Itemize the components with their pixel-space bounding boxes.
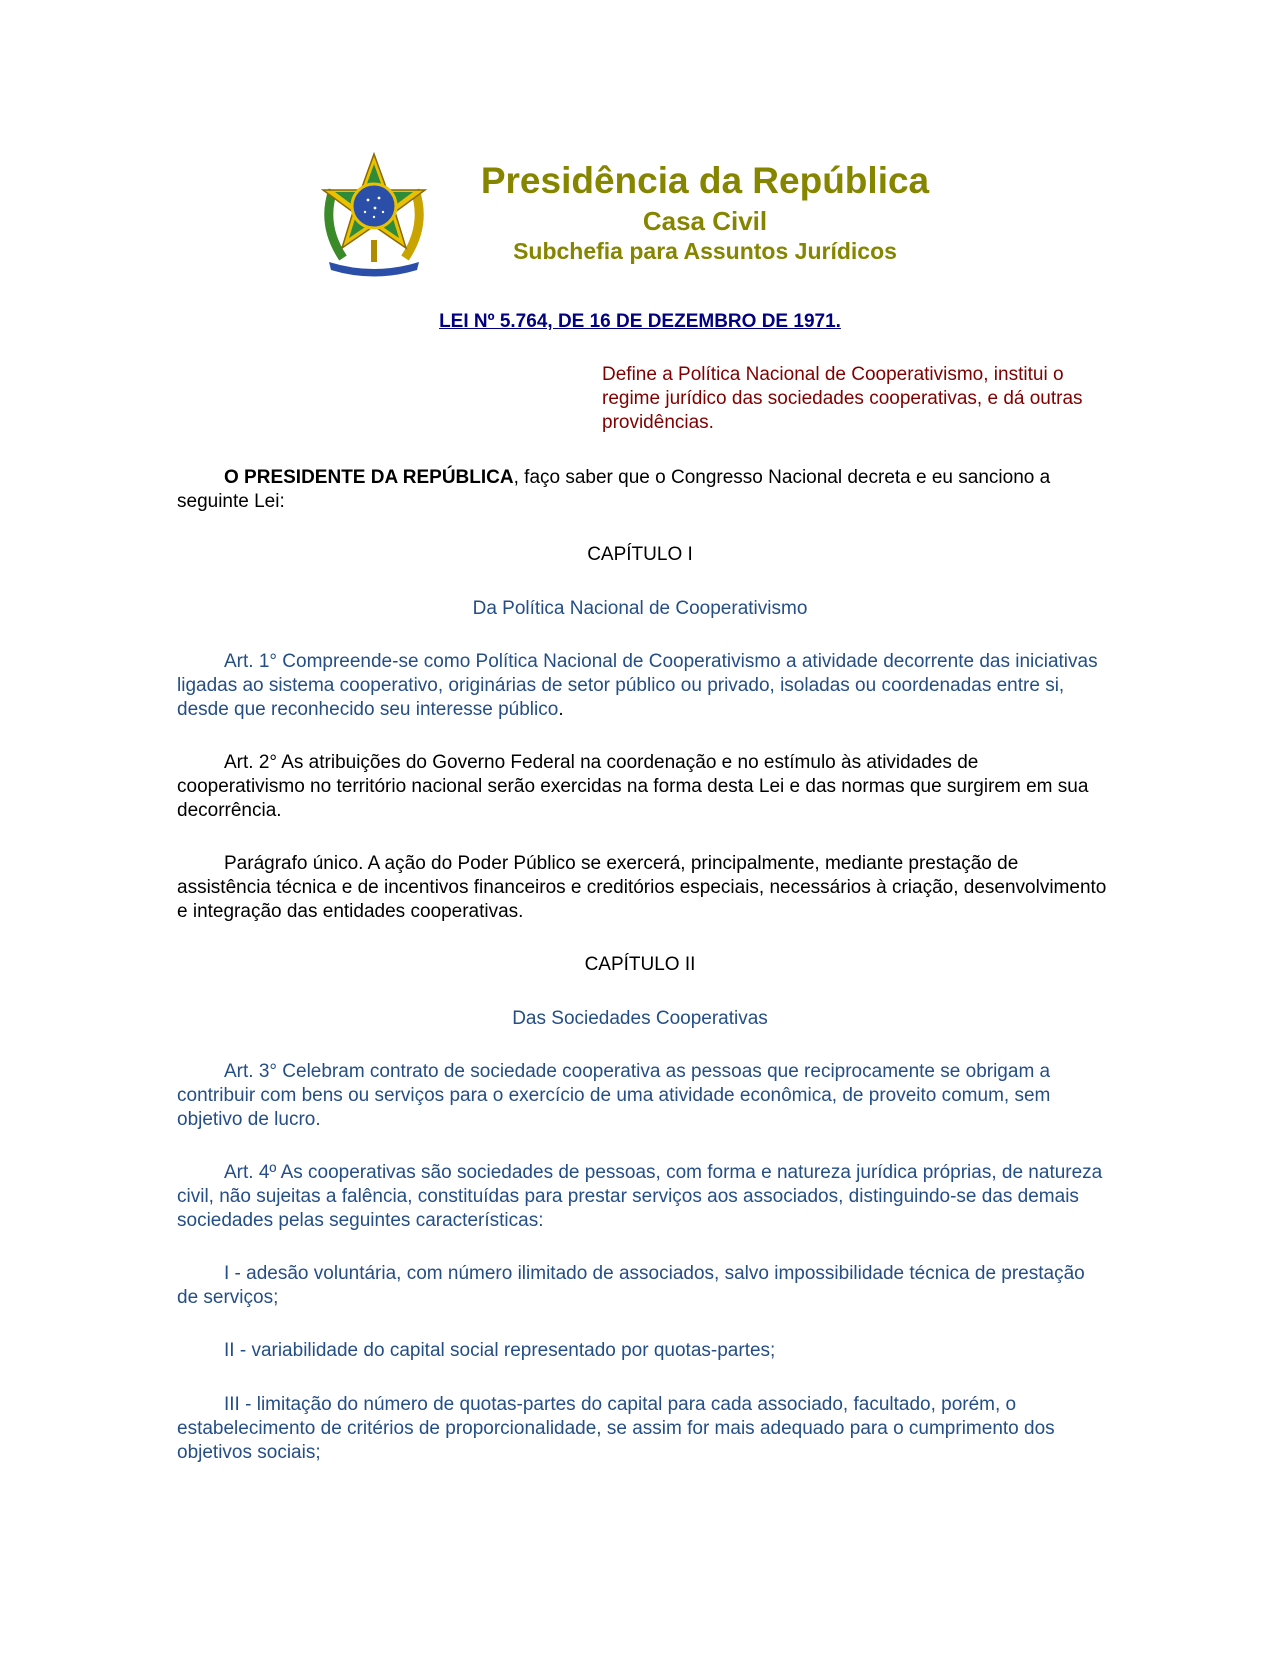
header-department: Subchefia para Assuntos Jurídicos [513,238,897,264]
article-1-end: . [558,699,564,720]
law-title-link[interactable]: LEI Nº 5.764, DE 16 DE DEZEMBRO DE 1971. [439,311,841,332]
article-1 [177,650,1107,722]
article-4-item-1: I - adesão voluntária, com número ilimitado de associados, salvo impossibilidade técnica de prestação de serviços; [177,1263,1085,1308]
preamble-rest: , faço saber que o Congresso Nacional decreta e eu sanciono a seguinte Lei: [177,467,1051,512]
chapter-1-name: Da Política Nacional de Cooperativismo [472,598,808,619]
chapter-1-label: CAPÍTULO I [587,544,693,565]
header-title: Presidência da República [480,160,930,201]
article-2-paragraph: Parágrafo único. A ação do Poder Público se exercerá, principalmente, mediante prestação de assistência técnica e de incentivos financeiros e creditórios especiais, necessários à criação, desenvolvimento e integração das entidades cooperativas. [177,853,1107,922]
law-ementa: Define a Política Nacional de Cooperativismo, institui o regime jurídico das sociedades cooperativas, e dá outras providências. [602,364,1083,433]
coat-of-arms-icon [313,150,435,278]
preamble [177,466,1107,514]
page-header [0,150,1280,280]
chapter-2-label: CAPÍTULO II [584,954,696,975]
article-4-item-3: III - limitação do número de quotas-partes do capital para cada associado, facultado, porém, o estabelecimento de critérios de proporcionalidade, se assim for mais adequado para o cumprimento dos objetivos sociais; [177,1394,1055,1463]
header-subtitle: Casa Civil [642,206,768,236]
preamble-bold: O PRESIDENTE DA REPÚBLICA [224,467,514,488]
article-2: Art. 2° As atribuições do Governo Federal na coordenação e no estímulo às atividades de cooperativismo no território nacional serão exercidas na forma desta Lei e das normas que surgirem em sua decorrência. [177,752,1089,821]
article-4-item-2: II - variabilidade do capital social representado por quotas-partes; [224,1340,776,1361]
article-4: Art. 4º As cooperativas são sociedades de pessoas, com forma e natureza jurídica próprias, de natureza civil, não sujeitas a falência, constituídas para prestar serviços aos associados, distinguindo-se das demais sociedades pelas seguintes características: [177,1162,1103,1231]
chapter-2-name: Das Sociedades Cooperativas [512,1008,768,1029]
article-3: Art. 3° Celebram contrato de sociedade cooperativa as pessoas que reciprocamente se obrigam a contribuir com bens ou serviços para o exercício de uma atividade econômica, de proveito comum, sem objetivo de lucro. [177,1061,1051,1130]
article-1-text: Art. 1° Compreende-se como Política Nacional de Cooperativismo a atividade decorrente das iniciativas ligadas ao sistema cooperativo, originárias de setor público ou privado, isoladas ou coordenadas entre si, desde que reconhecido seu interesse público [177,651,1098,720]
